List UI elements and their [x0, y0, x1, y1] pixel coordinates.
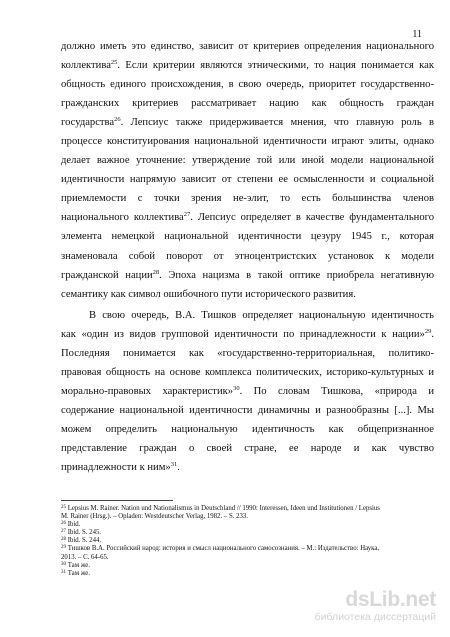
footnote-ref: 27 — [61, 529, 66, 535]
footnote-separator — [61, 500, 173, 501]
footnotes — [61, 505, 434, 578]
footnote-line: $^{28}$ Ibid. S. 244. — [61, 537, 102, 545]
footnote-ref: 30 — [61, 561, 66, 567]
footnote-ref: 25 — [61, 505, 66, 510]
footnote-ref: 30 — [233, 384, 240, 392]
text-line: процессе конституирования национальной идентичности играют элиты, однако — [61, 136, 434, 148]
text-line: В свою очередь, В.А. Тишков определяет национальную идентичность — [89, 309, 434, 321]
text-line: элемента немецкой национальной идентичности цезуру 1945 г., которая — [61, 231, 434, 243]
footnote-line: $^{25}$ Lepsius M. Rainer. Nation und Nationalismus in Deutschland // 1990: Interessen, Ideen und Institutionen / Lepsius — [61, 505, 380, 512]
watermark-logo-c: .net — [399, 588, 436, 611]
text-line: Последняя понимается как «государственно-территориальная, политико- — [61, 347, 434, 359]
text-line: принадлежности к ним»$^{31}$. — [61, 461, 180, 474]
footnote-ref: 31 — [61, 569, 66, 575]
watermark-logo — [308, 589, 436, 611]
footnote-ref: 29 — [424, 327, 432, 335]
watermark-logo-b: Lib — [369, 588, 400, 611]
footnote-line: $^{26}$ Ibid. — [61, 521, 81, 529]
text-line: семантику как символ ошибочного пути исторического развития. — [61, 288, 356, 300]
text-line: как «один из видов групповой идентичности по принадлежности к нации»$^{29}$. — [61, 327, 434, 340]
footnote-ref: 29 — [61, 545, 66, 551]
text-line: морально-правовых характеристик»$^{30}$. По словам Тишкова, «природа и — [61, 384, 434, 397]
text-line: идентичности напрямую зависит от степени ее осмысленности и социальной — [61, 174, 434, 186]
text-line: гражданских критериев рассматривает нацию как общность граждан — [61, 98, 434, 110]
text-line: представление граждан о своей стране, ее народе и как чувство — [61, 442, 434, 454]
footnote-line: M. Rainer (Hrsg.). – Opladen: Westdeutscher Verlag, 1982. – S. 233. — [61, 513, 249, 521]
footnote-ref: 31 — [170, 461, 178, 469]
footnote-ref: 25 — [110, 59, 118, 67]
footnote-ref: 27 — [183, 211, 191, 219]
text-line: общность единого происхождения, в свою очередь, приоритет государственно- — [61, 79, 434, 91]
footnote-ref: 28 — [61, 537, 66, 543]
watermark — [308, 589, 436, 629]
text-line: можем определить национальную идентичность как общепризнанное — [61, 423, 434, 435]
footnote-ref: 28 — [152, 268, 160, 276]
footnote-line: 2013. – С. 64-65. — [61, 553, 109, 561]
footnote-ref: 26 — [61, 521, 66, 527]
text-line: коллектива$^{25}$. Если критерии являются этническими, то нация понимается как — [61, 59, 434, 72]
footnote-ref: 26 — [114, 116, 121, 124]
text-line: государства$^{26}$. Лепсиус также придерживается мнения, что главную роль в — [61, 116, 434, 129]
footnote-line: $^{31}$ Там же. — [61, 569, 91, 577]
text-line: правовая общность на основе комплекса политических, историко-культурных и — [61, 366, 434, 378]
body-text — [61, 37, 434, 477]
text-line: должно иметь это единство, зависит от критериев определения национального — [61, 41, 434, 52]
watermark-logo-a: ds — [345, 588, 370, 611]
page-number: 11 — [412, 29, 422, 40]
footnote-line: $^{27}$ Ibid. S. 245. — [61, 529, 102, 537]
text-line: содержание национальной идентичности динамичны и разнообразны [...]. Мы — [61, 404, 434, 416]
footnote-line: $^{29}$ Тишков В.А. Российский народ: история и смысл национального самосознания. – М.: Издательство: Наука, — [61, 545, 380, 553]
text-line: приемлемости с точки зрения не-элит, то есть большинства членов — [61, 193, 434, 205]
text-line: знаменовала собой поворот от этноцентристских установок к модели — [61, 250, 434, 262]
text-line: национального коллектива$^{27}$. Лепсиус определяет в качестве фундаментального — [61, 211, 435, 224]
watermark-subtitle: библиотека диссертаций — [314, 611, 436, 623]
footnote-line: $^{30}$ Там же. — [61, 561, 91, 569]
text-line: делает важное уточнение: утверждение той или иной модели национальной — [61, 155, 434, 167]
text-line: гражданской нации$^{28}$. Эпоха нацизма в такой оптике приобрела негативную — [61, 268, 435, 281]
